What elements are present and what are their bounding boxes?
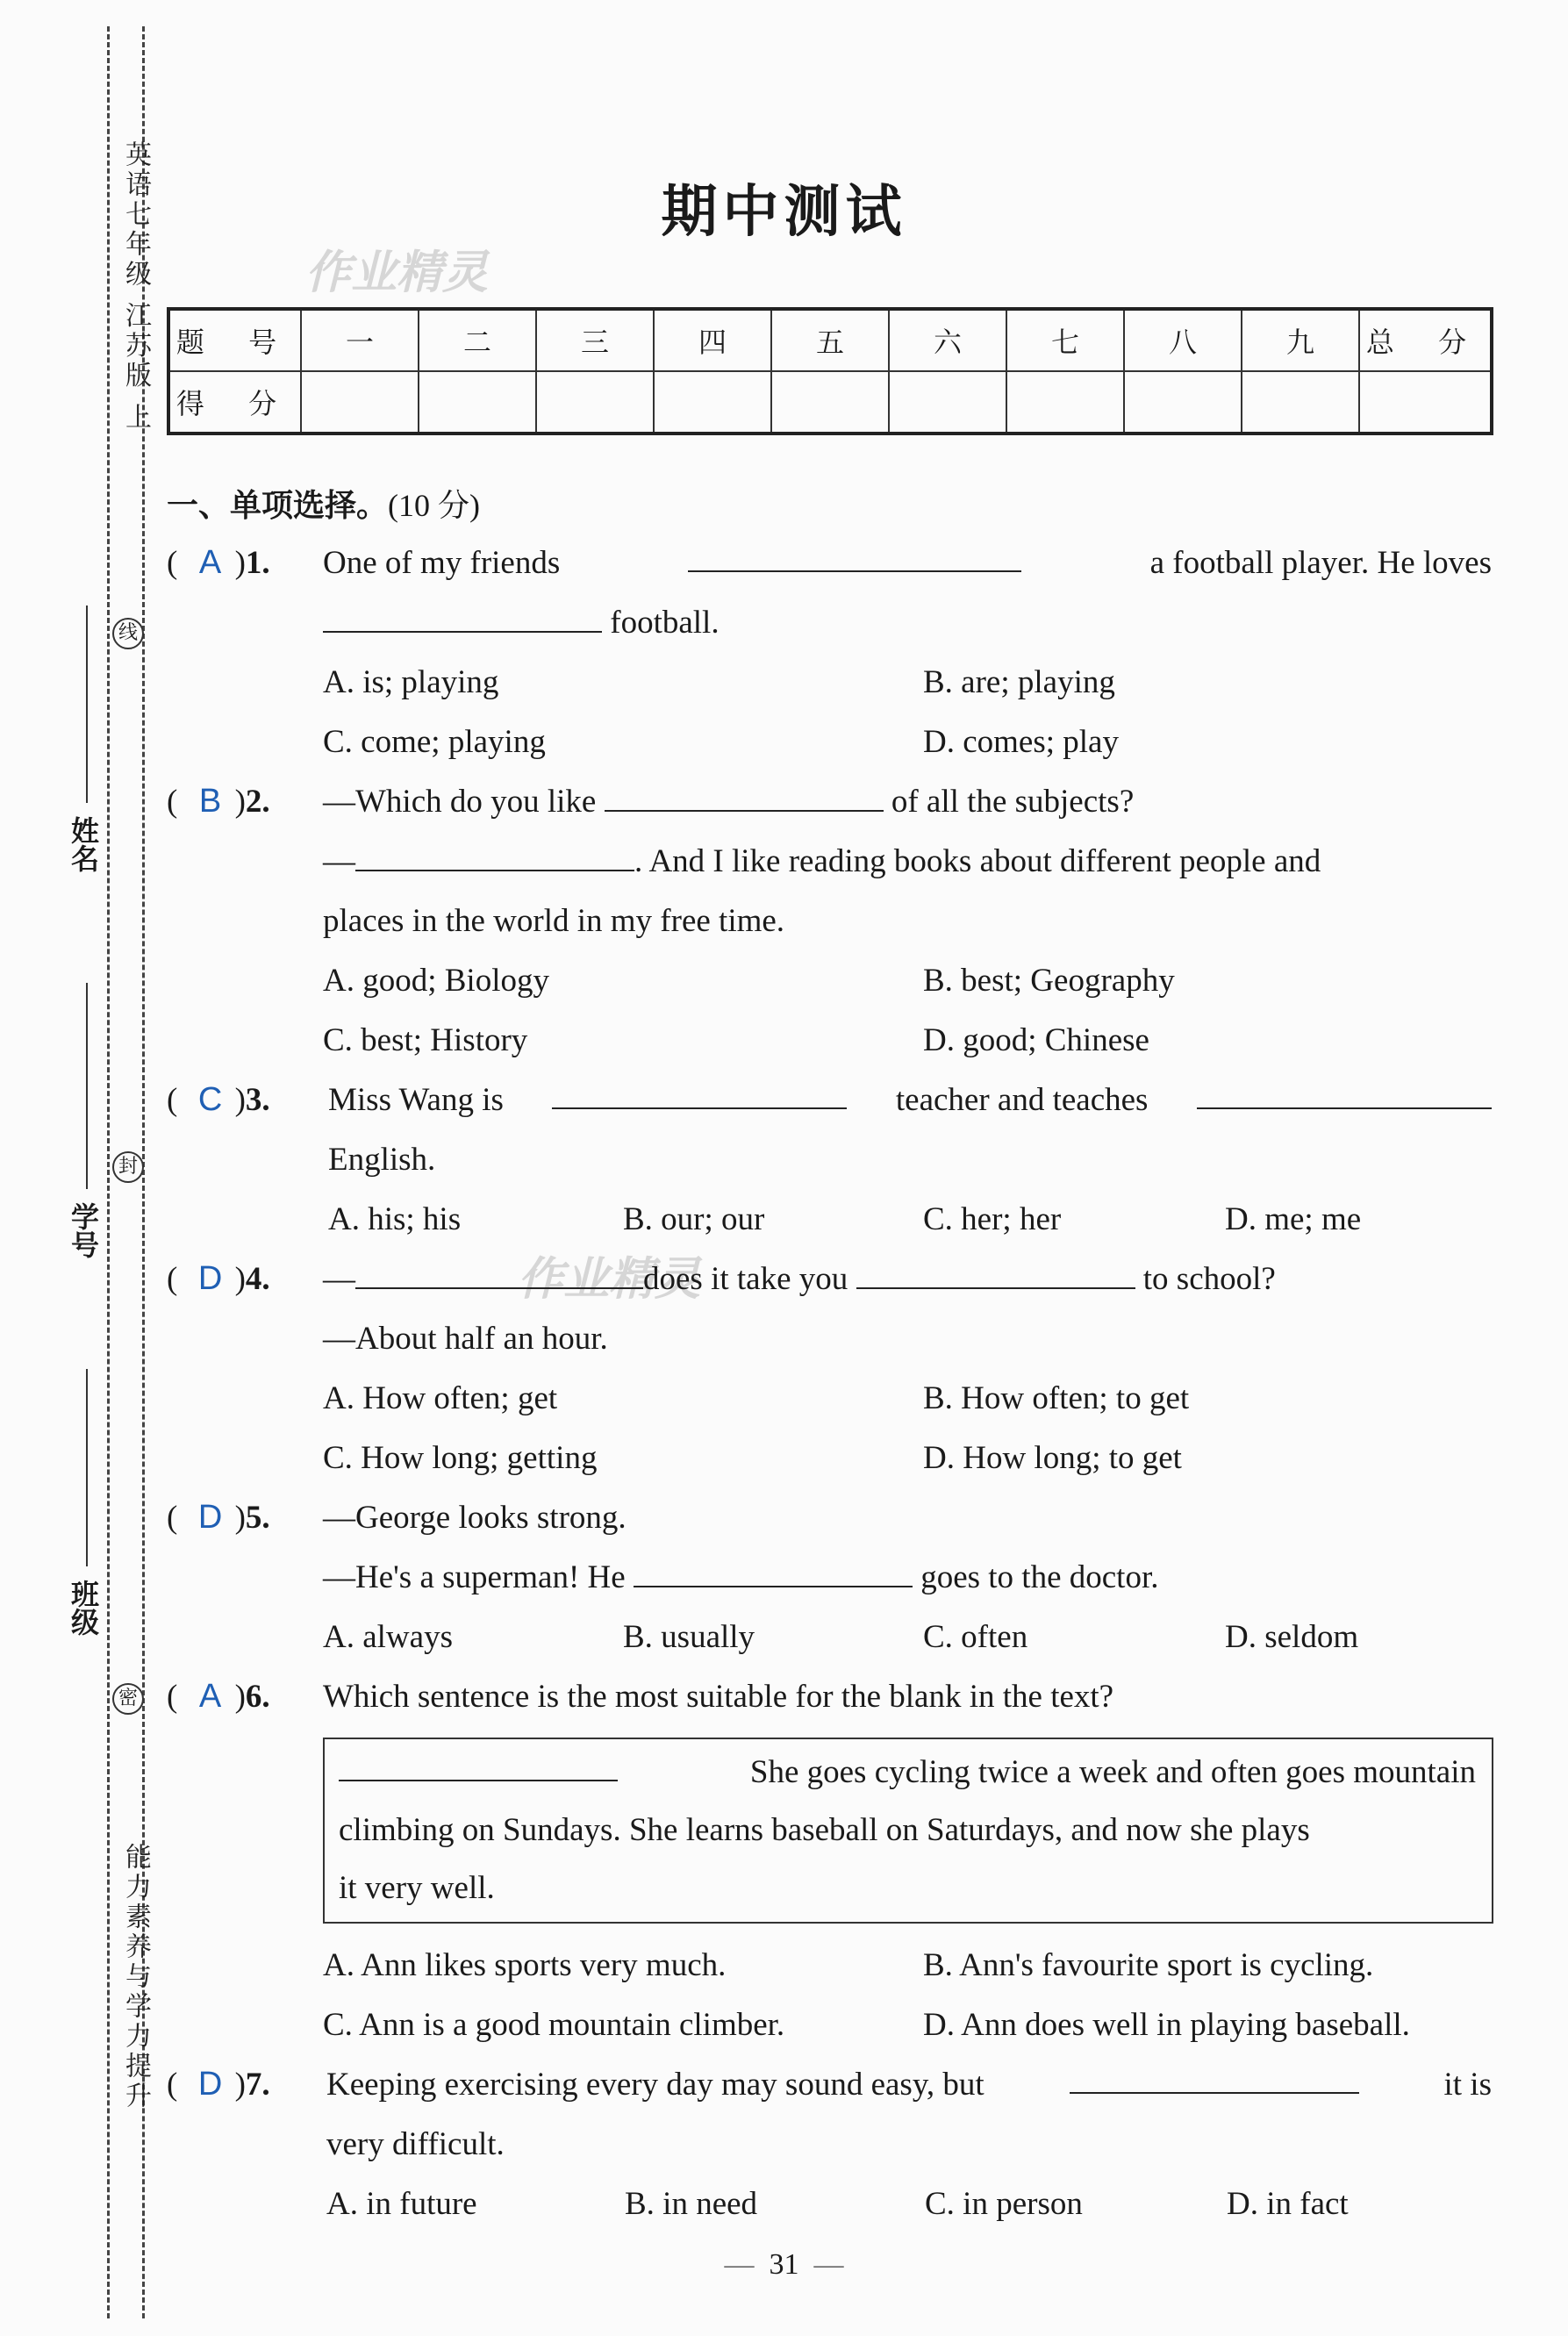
question-number: 5. — [245, 1500, 270, 1536]
question-number: 6. — [245, 1679, 270, 1715]
option-a[interactable]: A. always — [323, 1619, 453, 1655]
question-text: — — [323, 843, 355, 879]
question-text: does it take you — [643, 1261, 848, 1297]
score-cell[interactable] — [301, 371, 419, 434]
score-cell[interactable] — [771, 371, 889, 434]
score-cell[interactable] — [889, 371, 1006, 434]
score-header-cell: 八 — [1124, 309, 1242, 371]
option-c[interactable]: C. Ann is a good mountain climber. — [323, 2007, 785, 2043]
answer-blank[interactable] — [355, 1261, 643, 1289]
option-d[interactable]: D. How long; to get — [923, 1440, 1182, 1476]
question-1: ( A )1. — [167, 544, 270, 581]
question-text: to school? — [1142, 1261, 1276, 1297]
score-header-cell: 总 分 — [1359, 309, 1492, 371]
seal-mark-seal: 封 — [112, 1151, 144, 1183]
page-title: 期中测试 — [661, 180, 907, 245]
question-text: Miss Wang is — [328, 1082, 504, 1118]
option-c[interactable]: C. her; her — [923, 1201, 1062, 1237]
seal-mark-line: 线 — [112, 618, 144, 649]
question-4: ( D )4. — [167, 1260, 270, 1297]
question-text: teacher and teaches — [895, 1082, 1149, 1118]
option-b[interactable]: B. best; Geography — [923, 963, 1175, 999]
question-text: of all the subjects? — [891, 784, 1135, 820]
question-text: . And I like reading books about different people and — [634, 843, 1321, 879]
question-number: 1. — [245, 545, 270, 581]
score-header-cell: 六 — [889, 309, 1006, 371]
score-header-cell: 七 — [1006, 309, 1124, 371]
score-table — [167, 307, 1493, 435]
section-heading — [167, 481, 480, 526]
answer-blank[interactable] — [1070, 2066, 1359, 2094]
answer-blank[interactable] — [323, 605, 602, 633]
option-a[interactable]: A. in future — [326, 2186, 477, 2222]
question-text: — — [323, 1261, 355, 1297]
box-line-1 — [339, 1753, 1476, 1791]
class-field-label: 班级 — [67, 1580, 100, 1636]
answer-5: D — [197, 1499, 223, 1536]
answer-blank[interactable] — [1197, 1081, 1492, 1109]
question-number: 4. — [245, 1261, 270, 1297]
question-7-line-1 — [326, 2066, 1492, 2103]
question-6-line-1: Which sentence is the most suitable for the blank in the text? — [323, 1679, 1114, 1715]
score-row-label: 得 分 — [168, 371, 301, 434]
option-b[interactable]: B. in need — [625, 2186, 758, 2222]
question-2-line-3: places in the world in my free time. — [323, 903, 785, 939]
box-line-3: it very well. — [339, 1870, 495, 1906]
question-2: ( B )2. — [167, 783, 270, 820]
score-cell[interactable] — [536, 371, 654, 434]
question-5-line-2 — [323, 1559, 1159, 1596]
question-text: goes to the doctor. — [920, 1559, 1159, 1595]
page-number: — 31 — — [724, 2248, 844, 2281]
question-text: a football player. He loves — [1149, 545, 1492, 581]
score-cell[interactable] — [419, 371, 536, 434]
question-6: ( A )6. — [167, 1678, 270, 1715]
answer-blank[interactable] — [552, 1081, 847, 1109]
question-text: —He's a superman! He — [323, 1559, 626, 1595]
question-3: ( C )3. — [167, 1081, 270, 1118]
option-c[interactable]: C. in person — [925, 2186, 1083, 2222]
score-cell[interactable] — [1124, 371, 1242, 434]
question-text: —Which do you like — [323, 784, 597, 820]
option-d[interactable]: D. seldom — [1225, 1619, 1359, 1655]
option-d[interactable]: D. Ann does well in playing baseball. — [923, 2007, 1410, 2043]
option-b[interactable]: B. our; our — [623, 1201, 765, 1237]
question-1-line-2 — [323, 604, 720, 641]
score-table-header-row — [168, 309, 1492, 371]
question-text: Keeping exercising every day may sound easy, but — [326, 2067, 984, 2103]
option-b[interactable]: B. How often; to get — [923, 1380, 1190, 1416]
student-id-field-label: 学号 — [67, 1202, 100, 1258]
answer-6: A — [198, 1678, 222, 1715]
answer-blank[interactable] — [856, 1261, 1135, 1289]
answer-blank[interactable] — [688, 544, 1021, 572]
name-field-line[interactable] — [86, 605, 88, 803]
question-4-line-1 — [323, 1260, 1276, 1298]
question-text: football. — [610, 605, 720, 641]
class-field-line[interactable] — [86, 1369, 88, 1566]
answer-blank[interactable] — [605, 784, 884, 812]
book-label: 英语七年级 江苏版 上 — [120, 140, 151, 434]
question-4-line-2: —About half an hour. — [323, 1321, 608, 1357]
score-header-cell: 九 — [1242, 309, 1359, 371]
score-header-cell: 三 — [536, 309, 654, 371]
answer-1: A — [198, 544, 222, 581]
watermark: 作业精灵 — [305, 247, 489, 299]
score-header-cell: 题 号 — [168, 309, 301, 371]
name-field-label: 姓名 — [67, 816, 100, 872]
question-2-line-1 — [323, 783, 1134, 820]
box-text: She goes cycling twice a week and often goes mountain — [749, 1754, 1476, 1790]
option-a[interactable]: A. How often; get — [323, 1380, 558, 1416]
page-number-value: 31 — [769, 2248, 799, 2281]
score-cell[interactable] — [654, 371, 771, 434]
question-1-line-1 — [323, 544, 1492, 582]
option-c[interactable]: C. best; History — [323, 1022, 528, 1058]
option-d[interactable]: D. good; Chinese — [923, 1022, 1149, 1058]
question-5-line-1: —George looks strong. — [323, 1500, 626, 1536]
section-label: 一、单项选择。 — [167, 488, 389, 524]
question-3-line-1 — [328, 1081, 1492, 1119]
section-points: (10 分) — [388, 488, 480, 523]
score-header-cell: 二 — [419, 309, 536, 371]
answer-blank[interactable] — [634, 1559, 913, 1587]
score-header-cell: 一 — [301, 309, 419, 371]
option-d[interactable]: D. me; me — [1225, 1201, 1362, 1237]
box-line-2: climbing on Sundays. She learns baseball on Saturdays, and now she plays — [339, 1812, 1310, 1848]
option-b[interactable]: B. Ann's favourite sport is cycling. — [923, 1947, 1374, 1983]
question-number: 3. — [245, 1082, 270, 1118]
binding-dashed-line — [107, 26, 110, 2318]
option-c[interactable]: C. come; playing — [323, 724, 546, 760]
option-a[interactable]: A. Ann likes sports very much. — [323, 1947, 727, 1983]
question-2-line-2 — [323, 842, 1492, 880]
score-table-score-row — [168, 371, 1492, 434]
score-cell[interactable] — [1006, 371, 1124, 434]
question-text: it is — [1443, 2067, 1492, 2103]
option-d[interactable]: D. in fact — [1227, 2186, 1349, 2222]
question-3-line-2: English. — [328, 1142, 436, 1178]
option-b[interactable]: B. usually — [623, 1619, 755, 1655]
option-a[interactable]: A. good; Biology — [323, 963, 549, 999]
option-c[interactable]: C. often — [923, 1619, 1028, 1655]
option-a[interactable]: A. his; his — [328, 1201, 462, 1237]
answer-blank[interactable] — [355, 843, 634, 871]
answer-blank[interactable] — [339, 1753, 618, 1781]
answer-4: D — [197, 1260, 223, 1297]
question-7: ( D )7. — [167, 2066, 270, 2103]
question-5: ( D )5. — [167, 1499, 270, 1536]
option-a[interactable]: A. is; playing — [323, 664, 499, 700]
question-number: 2. — [245, 784, 270, 820]
answer-3: C — [197, 1081, 223, 1118]
question-text: One of my friends — [323, 545, 561, 581]
watermark: 作业精灵 — [518, 1253, 701, 1306]
option-c[interactable]: C. How long; getting — [323, 1440, 598, 1476]
score-cell[interactable] — [1359, 371, 1492, 434]
seal-mark-secret: 密 — [112, 1683, 144, 1715]
score-cell[interactable] — [1242, 371, 1359, 434]
answer-2: B — [198, 783, 222, 820]
question-number: 7. — [245, 2067, 270, 2103]
option-d[interactable]: D. comes; play — [923, 724, 1119, 760]
student-id-field-line[interactable] — [86, 983, 88, 1189]
answer-7: D — [197, 2066, 223, 2103]
question-7-line-2: very difficult. — [326, 2126, 505, 2162]
series-label: 能力素养与学力提升 — [120, 1843, 151, 2111]
score-header-cell: 四 — [654, 309, 771, 371]
option-b[interactable]: B. are; playing — [923, 664, 1115, 700]
score-header-cell: 五 — [771, 309, 889, 371]
